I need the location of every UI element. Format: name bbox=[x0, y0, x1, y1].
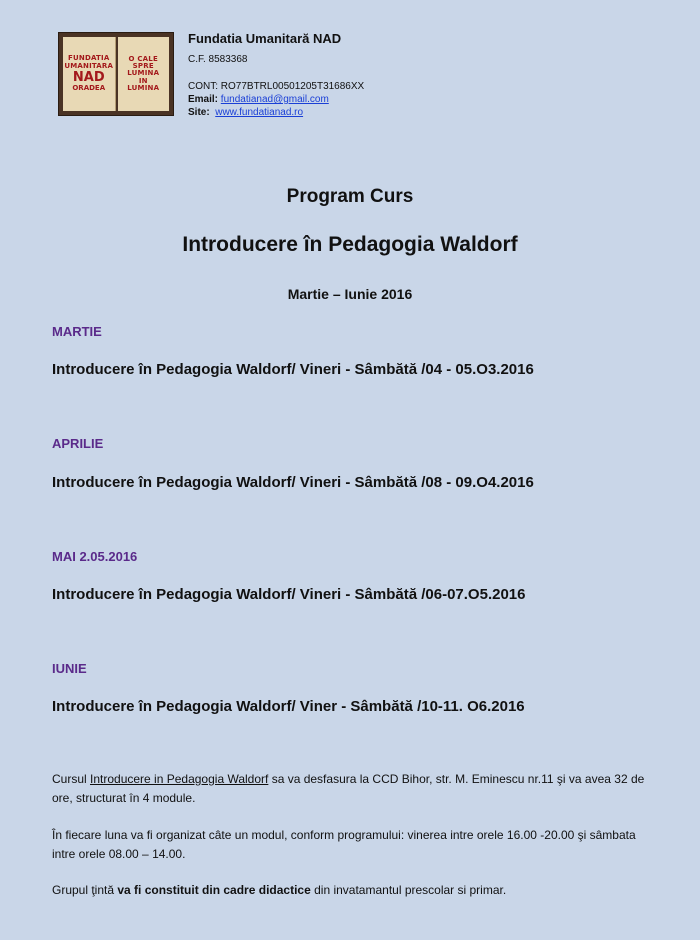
org-site-row bbox=[188, 106, 364, 119]
schedule-paragraph: În fiecare luna va fi organizat câte un modul, conform programului: vinerea intre orele 16.00 -20.00 şi sâmbata intre orele 08.00 – 14.00. bbox=[52, 828, 636, 861]
target-group-paragraph bbox=[52, 881, 652, 900]
month-heading: MAI 2.05.2016 bbox=[52, 549, 138, 564]
logo-text: O CALE bbox=[128, 54, 158, 63]
org-email-row bbox=[188, 93, 364, 106]
course-title: Introducere în Pedagogia Waldorf bbox=[182, 233, 518, 256]
open-book-icon bbox=[63, 37, 169, 111]
session-line: Introducere în Pedagogia Waldorf/ Vineri - Sâmbătă /04 - 05.O3.2016 bbox=[52, 361, 534, 378]
p1-start: Cursul bbox=[52, 772, 91, 786]
p3-bold: va fi constituit din cadre didactice bbox=[117, 883, 311, 897]
org-header bbox=[188, 32, 364, 119]
org-account: CONT: RO77BTRL00501205T31686XX bbox=[188, 81, 365, 92]
month-heading: IUNIE bbox=[52, 661, 87, 676]
course-name-underlined: Introducere in Pedagogia Waldorf bbox=[90, 772, 269, 786]
org-name: Fundatia Umanitară NAD bbox=[188, 31, 342, 46]
month-heading: APRILIE bbox=[52, 436, 104, 451]
logo-nad: NAD bbox=[72, 69, 105, 85]
p3-start: Grupul ţintă bbox=[52, 883, 118, 897]
p1-rest: sa va desfasura la CCD Bihor, str. M. Eminescu nr.11 şi va avea 32 de ore, structurat în 4 module. bbox=[52, 772, 645, 805]
session-line: Introducere în Pedagogia Waldorf/ Vineri - Sâmbătă /06-07.O5.2016 bbox=[52, 586, 526, 603]
course-period: Martie – Iunie 2016 bbox=[287, 286, 413, 302]
logo-city: ORADEA bbox=[72, 84, 106, 93]
logo-text: IN bbox=[138, 76, 148, 85]
logo-left-page bbox=[63, 37, 116, 111]
p3-rest: din invatamantul prescolar si primar. bbox=[310, 883, 507, 897]
session-line: Introducere în Pedagogia Waldorf/ Vineri - Sâmbătă /08 - 09.O4.2016 bbox=[52, 474, 534, 491]
site-label: Site: bbox=[188, 107, 210, 118]
program-title: Program Curs bbox=[286, 186, 414, 207]
logo-text: LUMINA bbox=[127, 84, 160, 93]
session-line: Introducere în Pedagogia Waldorf/ Viner - Sâmbătă /10-11. O6.2016 bbox=[52, 698, 525, 715]
logo-right-page bbox=[118, 37, 170, 111]
email-label: Email: bbox=[188, 94, 219, 105]
email-link[interactable]: fundatianad@gmail.com bbox=[220, 94, 329, 105]
course-location-paragraph bbox=[52, 770, 652, 808]
logo-text: UMANITARA bbox=[64, 61, 114, 70]
nad-logo bbox=[58, 32, 174, 116]
logo-text: LUMINA bbox=[127, 69, 160, 78]
logo-text: FUNDATIA bbox=[68, 54, 110, 63]
logo-text: SPRE bbox=[132, 61, 154, 70]
month-heading: MARTIE bbox=[52, 324, 102, 339]
site-link[interactable]: www.fundatianad.ro bbox=[215, 107, 304, 118]
org-cf: C.F. 8583368 bbox=[188, 54, 248, 65]
